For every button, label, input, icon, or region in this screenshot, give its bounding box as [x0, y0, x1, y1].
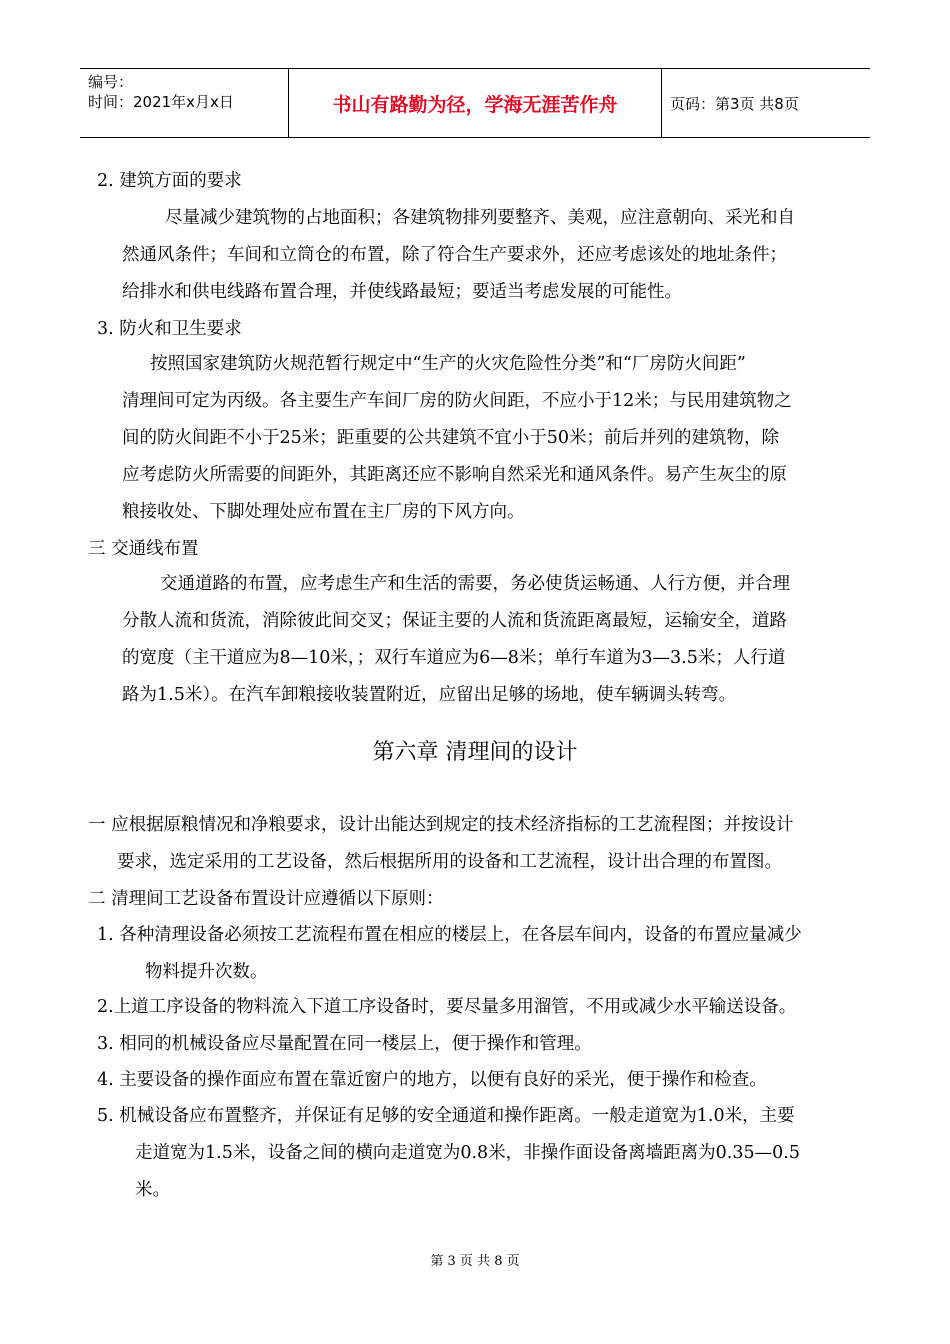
- list-item: 4. 主要设备的操作面应布置在靠近窗户的地方，以便有良好的采光，便于操作和检查。: [97, 1070, 767, 1090]
- list-item-continuation: 物料提升次数。: [145, 962, 268, 982]
- list-item: 1. 各种清理设备必须按工艺流程布置在相应的楼层上，在各层车间内，设备的布置应量减少: [97, 925, 802, 945]
- list-item: 5. 机械设备应布置整齐，并保证有足够的安全通道和操作距离。一般走道宽为1.0米，主要: [97, 1106, 795, 1126]
- paragraph-line: 应考虑防火所需要的间距外，其距离还应不影响自然采光和通风条件。易产生灰尘的原: [122, 465, 787, 485]
- paragraph-line: 清理间可定为丙级。各主要生产车间厂房的防火间距，不应小于12米；与民用建筑物之: [122, 391, 792, 411]
- header-meta: [80, 69, 289, 137]
- list-item-continuation: 米。: [135, 1180, 170, 1200]
- time-label: 时间：2021年x月x日: [88, 93, 234, 111]
- paragraph-line: 间的防火间距不小于25米；距重要的公共建筑不宜小于50米；前后并列的建筑物，除: [122, 428, 780, 448]
- section-heading: 2. 建筑方面的要求: [97, 171, 242, 191]
- list-item: 2.上道工序设备的物料流入下道工序设备时，要尽量多用溜管，不用或减少水平输送设备。: [97, 997, 797, 1017]
- paragraph-line: 路为1.5米）。在汽车卸粮接收装置附近，应留出足够的场地，使车辆调头转弯。: [122, 685, 737, 705]
- page-footer: 第 3 页 共 8 页: [430, 1254, 520, 1269]
- number-label: 编号：: [88, 73, 134, 91]
- list-item-continuation: 走道宽为1.5米，设备之间的横向走道宽为0.8米，非操作面设备离墙距离为0.35—0.5: [135, 1143, 800, 1163]
- paragraph-line: 尽量减少建筑物的占地面积；各建筑物排列要整齐、美观，应注意朝向、采光和自: [165, 208, 795, 228]
- header-motto: 书山有路勤为径，学海无涯苦作舟: [289, 69, 662, 137]
- page-header: [80, 68, 870, 138]
- header-page-info: 页码：第3页 共8页: [670, 94, 799, 113]
- paragraph-line: 给排水和供电线路布置合理，并使线路最短；要适当考虑发展的可能性。: [122, 282, 682, 302]
- paragraph-line: 交通道路的布置，应考虑生产和生活的需要，务必使货运畅通、人行方便，并合理: [160, 574, 790, 594]
- paragraph-line: 一 应根据原粮情况和净粮要求，设计出能达到规定的技术经济指标的工艺流程图；并按设计: [88, 815, 794, 835]
- section-heading: 3. 防火和卫生要求: [97, 319, 242, 339]
- chapter-title: 第六章 清理间的设计: [372, 740, 578, 765]
- section-heading: 三 交通线布置: [88, 539, 199, 559]
- paragraph-line: 然通风条件；车间和立筒仓的布置，除了符合生产要求外，还应考虑该处的地址条件；: [122, 245, 787, 265]
- paragraph-line: 分散人流和货流，消除彼此间交叉；保证主要的人流和货流距离最短，运输安全，道路: [122, 611, 787, 631]
- list-item: 3. 相同的机械设备应尽量配置在同一楼层上，便于操作和管理。: [97, 1034, 592, 1054]
- paragraph-line: 按照国家建筑防火规范暂行规定中“生产的火灾危险性分类”和“厂房防火间距”: [150, 354, 746, 374]
- paragraph-line: 的宽度（主干道应为8—10米，；双行车道应为6—8米；单行车道为3—3.5米；人行道: [122, 648, 786, 668]
- paragraph-line: 要求，选定采用的工艺设备，然后根据所用的设备和工艺流程，设计出合理的布置图。: [117, 852, 782, 872]
- paragraph-line: 粮接收处、下脚处理处应布置在主厂房的下风方向。: [122, 502, 525, 522]
- section-heading: 二 清理间工艺设备布置设计应遵循以下原则：: [88, 889, 444, 909]
